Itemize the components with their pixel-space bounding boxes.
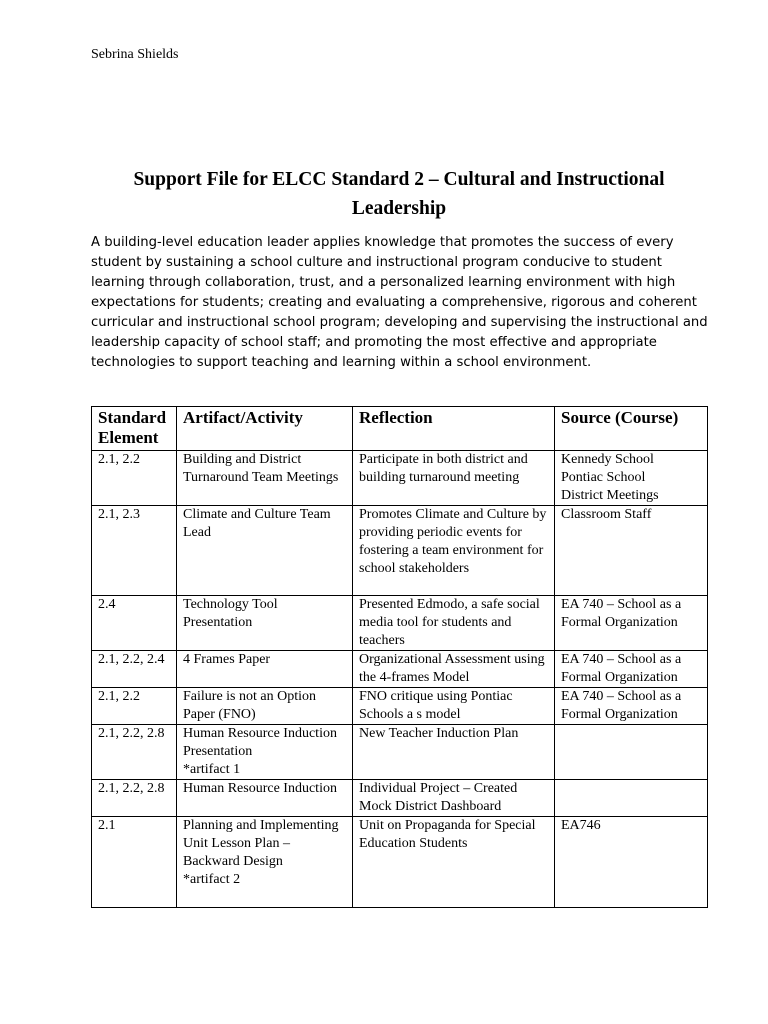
cell-artifact-activity: Planning and Implementing Unit Lesson Plan – Backward Design *artifact 2	[177, 817, 353, 908]
cell-artifact-activity: 4 Frames Paper	[177, 651, 353, 688]
cell-standard-element: 2.1, 2.2, 2.4	[92, 651, 177, 688]
author-name: Sebrina Shields	[91, 47, 179, 62]
header-artifact-activity: Artifact/Activity	[177, 407, 353, 451]
header-source-course: Source (Course)	[555, 407, 708, 451]
cell-source-course	[555, 780, 708, 817]
standards-table	[91, 406, 708, 908]
cell-standard-element: 2.1, 2.2, 2.8	[92, 780, 177, 817]
cell-source-course: EA746	[555, 817, 708, 908]
cell-reflection: Presented Edmodo, a safe social media tool for students and teachers	[353, 596, 555, 651]
standard-description: A building-level education leader applies knowledge that promotes the success of every student by sustaining a school culture and instructional program conducive to student learning through collaboration, trust, and a personalized learning environment with high expectations for students; creating and evaluating a comprehensive, rigorous and coherent curricular and instructional school program; developing and supervising the instructional and leadership capacity of school staff; and promoting the most effective and appropriate technologies to support teaching and learning within a school environment.	[91, 235, 708, 370]
header-standard-element: Standard Element	[92, 407, 177, 451]
cell-reflection: Unit on Propaganda for Special Education Students	[353, 817, 555, 908]
table-row	[92, 451, 708, 506]
cell-standard-element: 2.4	[92, 596, 177, 651]
cell-source-course	[555, 725, 708, 780]
cell-standard-element: 2.1, 2.2	[92, 451, 177, 506]
cell-reflection: Individual Project – Created Mock District Dashboard	[353, 780, 555, 817]
cell-reflection: Promotes Climate and Culture by providing periodic events for fostering a team environment for school stakeholders	[353, 506, 555, 596]
cell-source-course: EA 740 – School as a Formal Organization	[555, 596, 708, 651]
cell-reflection: Organizational Assessment using the 4-frames Model	[353, 651, 555, 688]
cell-reflection: New Teacher Induction Plan	[353, 725, 555, 780]
cell-standard-element: 2.1, 2.3	[92, 506, 177, 596]
cell-standard-element: 2.1, 2.2	[92, 688, 177, 725]
cell-artifact-activity: Climate and Culture Team Lead	[177, 506, 353, 596]
cell-artifact-activity: Failure is not an Option Paper (FNO)	[177, 688, 353, 725]
cell-artifact-activity: Building and District Turnaround Team Meetings	[177, 451, 353, 506]
table-row	[92, 725, 708, 780]
cell-source-course: EA 740 – School as a Formal Organization	[555, 688, 708, 725]
cell-reflection: Participate in both district and building turnaround meeting	[353, 451, 555, 506]
header-reflection: Reflection	[353, 407, 555, 451]
table-header-row	[92, 407, 708, 451]
table-row	[92, 506, 708, 596]
table-row	[92, 780, 708, 817]
cell-standard-element: 2.1, 2.2, 2.8	[92, 725, 177, 780]
cell-artifact-activity: Human Resource Induction	[177, 780, 353, 817]
cell-source-course: EA 740 – School as a Formal Organization	[555, 651, 708, 688]
cell-artifact-activity: Human Resource Induction Presentation *artifact 1	[177, 725, 353, 780]
document-title: Support File for ELCC Standard 2 – Cultural and Instructional Leadership	[133, 169, 665, 219]
cell-standard-element: 2.1	[92, 817, 177, 908]
table-row	[92, 817, 708, 908]
cell-artifact-activity: Technology Tool Presentation	[177, 596, 353, 651]
cell-reflection: FNO critique using Pontiac Schools a s model	[353, 688, 555, 725]
table-row	[92, 688, 708, 725]
cell-source-course: Kennedy School Pontiac School District Meetings	[555, 451, 708, 506]
table-row	[92, 651, 708, 688]
cell-source-course: Classroom Staff	[555, 506, 708, 596]
table-row	[92, 596, 708, 651]
